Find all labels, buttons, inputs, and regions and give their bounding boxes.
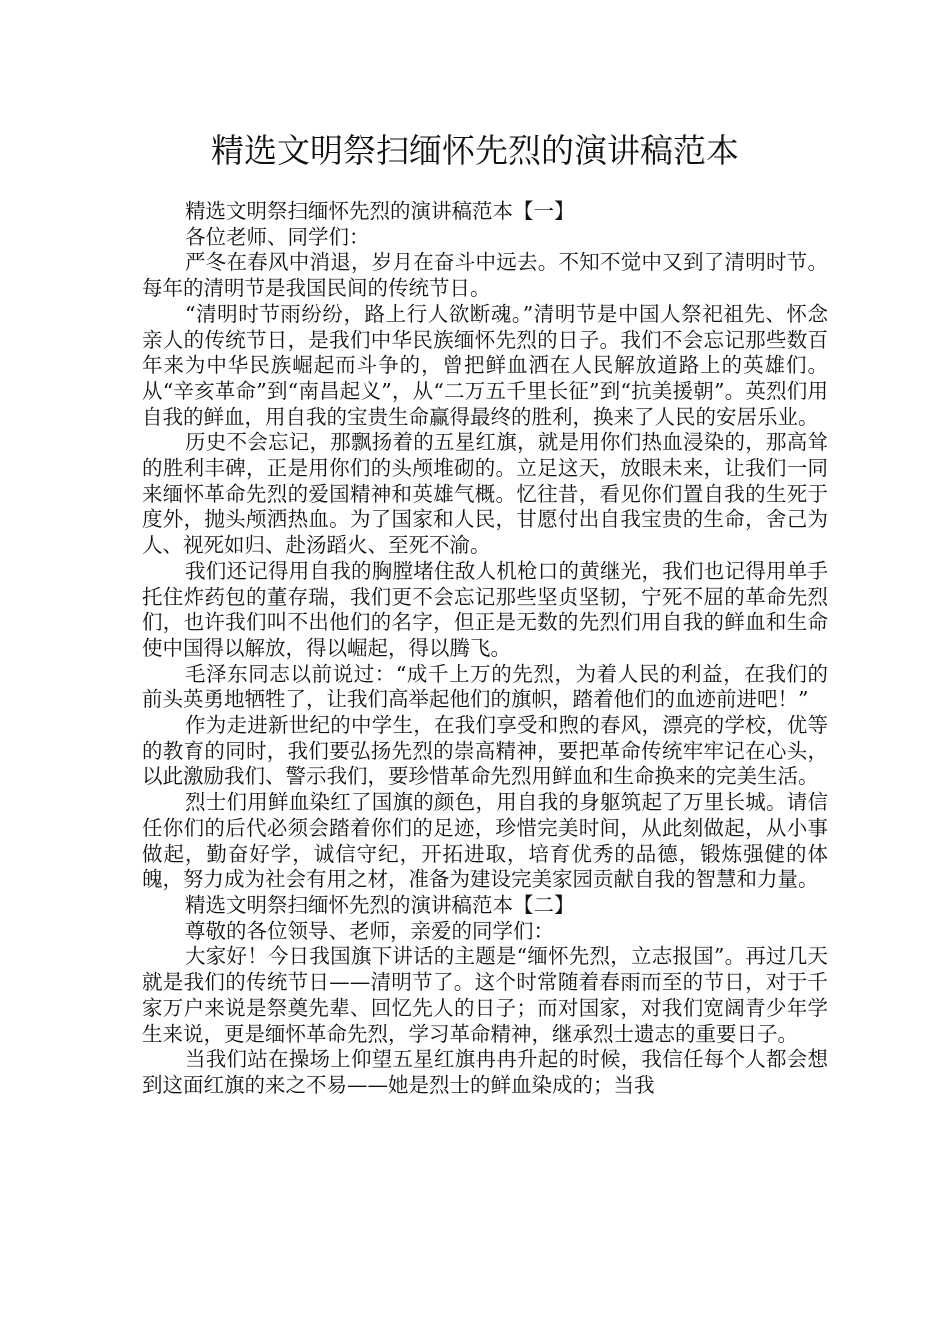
paragraph: 大家好！今日我国旗下讲话的主题是“缅怀先烈，立志报国”。再过几天就是我们的传统节日——清明节了。这个时常随着春雨而至的节日，对于千家万户来说是祭奠先辈、回忆先人的日子；而对国家，对我们宽阔青少年学生来说，更是缅怀革命先烈，学习革命精神，继承烈士遗志的重要日子。 (142, 944, 828, 1046)
salutation-2: 尊敬的各位领导、老师，亲爱的同学们： (185, 918, 555, 943)
paragraph: 我们还记得用自我的胸膛堵住敌人机枪口的黄继光，我们也记得用单手托住炸药包的董存瑞，我们更不会忘记那些坚贞坚韧，宁死不屈的革命先烈们，也许我们叫不出他们的名字，但正是无数的先烈们用自我的鲜血和生命使中国得以解放，得以崛起，得以腾飞。 (142, 558, 828, 660)
salutation-1: 各位老师、同学们： (185, 224, 370, 249)
paragraph: 烈士们用鲜血染红了国旗的颜色，用自我的身躯筑起了万里长城。请信任你们的后代必须会踏着你们的足迹，珍惜完美时间，从此刻做起，从小事做起，勤奋好学，诚信守纪，开拓进取，培育优秀的品德，锻炼强健的体魄，努力成为社会有用之材，准备为建设完美家园贡献自我的智慧和力量。 (142, 790, 828, 892)
section-heading-1: 精选文明祭扫缅怀先烈的演讲稿范本【一】 (185, 199, 575, 223)
section-heading-2: 精选文明祭扫缅怀先烈的演讲稿范本【二】 (185, 892, 575, 917)
paragraph: “清明时节雨纷纷，路上行人欲断魂。”清明节是中国人祭祀祖先、怀念亲人的传统节日，是我们中华民族缅怀先烈的日子。我们不会忘记那些数百年来为中华民族崛起而斗争的，曾把鲜血洒在人民解放道路上的英雄们。从“辛亥革命”到“南昌起义”，从“二万五千里长征”到“抗美援朝”。英烈们用自我的鲜血，用自我的宝贵生命赢得最终的胜利，换来了人民的安居乐业。 (142, 301, 828, 429)
paragraph: 当我们站在操场上仰望五星红旗冉冉升起的时候，我信任每个人都会想到这面红旗的来之不易——她是烈士的鲜血染成的；当我 (142, 1047, 828, 1097)
paragraph: 严冬在春风中消退，岁月在奋斗中远去。不知不觉中又到了清明时节。每年的清明节是我国民间的传统节日。 (142, 250, 828, 301)
paragraph: 历史不会忘记，那飘扬着的五星红旗，就是用你们热血浸染的，那高耸的胜利丰碑，正是用你们的头颅堆砌的。立足这天，放眼未来，让我们一同来缅怀革命先烈的爱国精神和英雄气概。忆往昔，看见你们置自我的生死于度外，抛头颅洒热血。为了国家和人民，甘愿付出自我宝贵的生命，舍己为人、视死如归、赴汤蹈火、至死不渝。 (142, 430, 828, 558)
document-title: 精选文明祭扫缅怀先烈的演讲稿范本 (211, 131, 739, 170)
document-body (142, 199, 828, 1099)
paragraph: 作为走进新世纪的中学生，在我们享受和煦的春风，漂亮的学校，优等的教育的同时，我们要弘扬先烈的崇高精神，要把革命传统牢牢记在心头，以此激励我们、警示我们，要珍惜革命先烈用鲜血和生命换来的完美生活。 (142, 713, 828, 789)
paragraph: 毛泽东同志以前说过：“成千上万的先烈，为着人民的利益，在我们的前头英勇地牺牲了，让我们高举起他们的旗帜，踏着他们的血迹前进吧！” (142, 661, 828, 712)
